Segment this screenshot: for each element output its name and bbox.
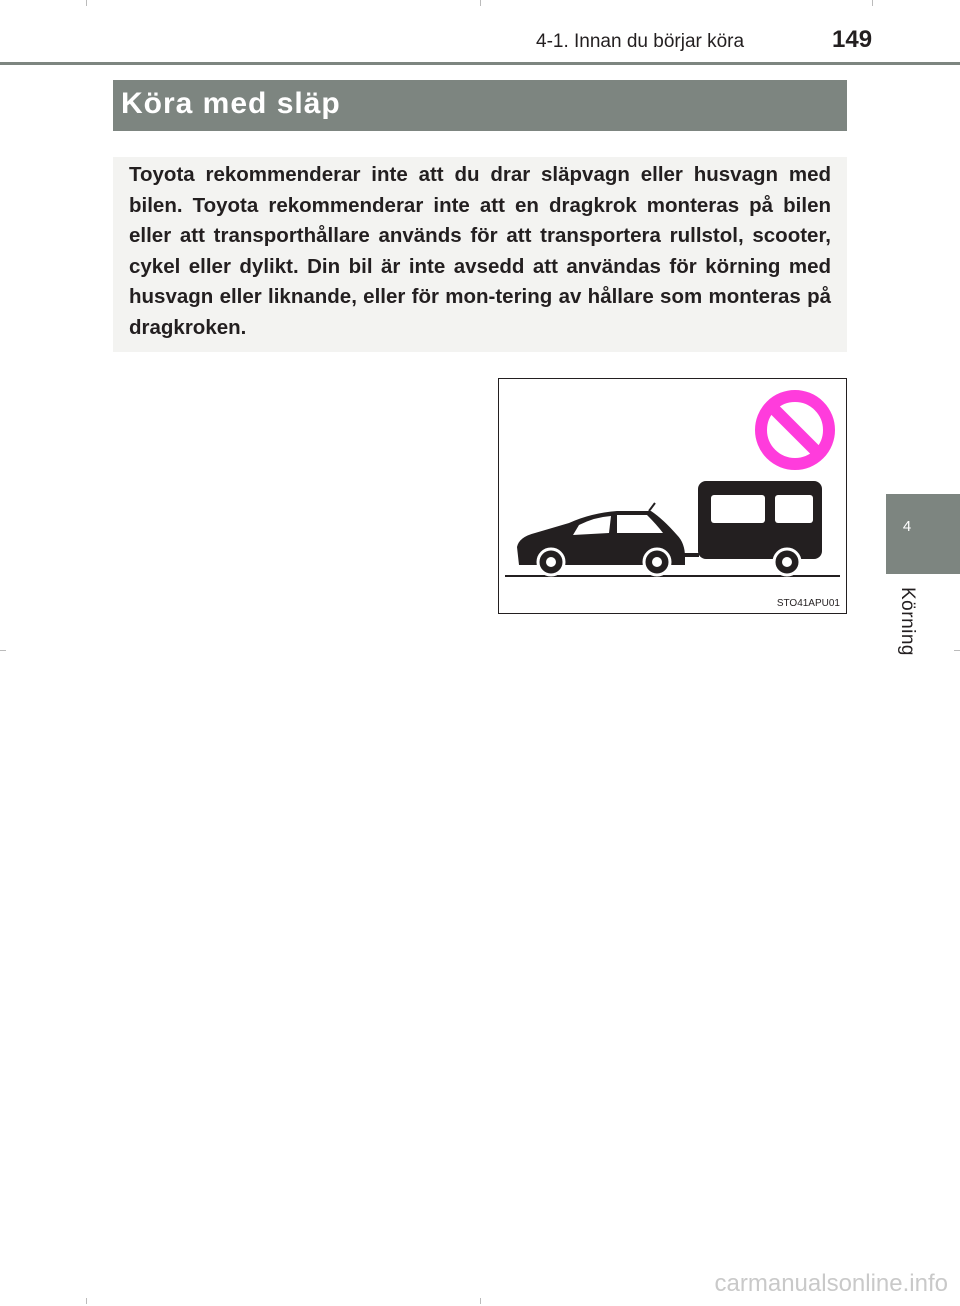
crop-mark	[480, 1298, 481, 1304]
crop-mark	[872, 0, 873, 6]
towing-prohibited-figure	[498, 378, 847, 614]
crop-mark	[954, 650, 960, 651]
page-number: 149	[832, 26, 873, 53]
crop-mark	[0, 650, 6, 651]
crop-mark	[86, 1298, 87, 1304]
chapter-label: Körning	[897, 587, 918, 656]
section-title-bar	[113, 80, 847, 131]
crop-mark	[86, 0, 87, 6]
chapter-number: 4	[902, 518, 912, 535]
header-rule	[0, 62, 960, 65]
prohibition-icon	[761, 396, 829, 464]
car-icon	[517, 503, 685, 575]
caravan-icon	[677, 481, 822, 575]
chapter-tab	[886, 494, 960, 574]
section-title: Köra med släp	[121, 87, 341, 120]
intro-box	[113, 157, 847, 352]
towing-illustration	[499, 379, 846, 613]
watermark: carmanualsonline.info	[714, 1270, 948, 1297]
intro-text: Toyota rekommenderar inte att du drar släpvagn eller husvagn med bilen. Toyota rekommenderar inte att en dragkrok monteras på bilen eller att transporthållare används för att transportera rullstol, scooter, cykel eller dylikt. Din bil är inte avsedd att användas för körning med husvagn eller liknande, eller för mon-tering av hållare som monteras på dragkroken.	[129, 163, 831, 339]
header-section-title: 4-1. Innan du börjar köra	[536, 31, 745, 52]
crop-mark	[480, 0, 481, 6]
figure-code: STO41APU01	[776, 598, 840, 609]
